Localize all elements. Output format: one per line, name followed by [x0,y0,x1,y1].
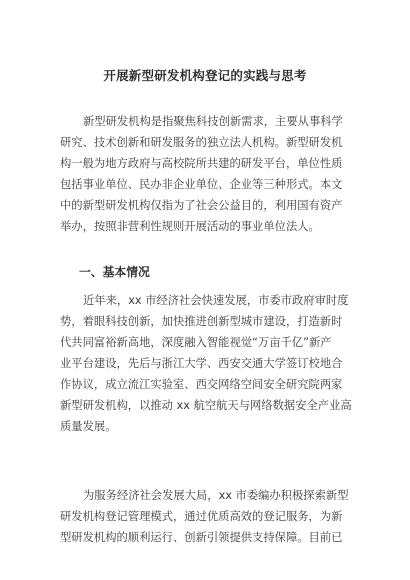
text-line: 代共同富裕新高地，深度融入智能视觉“万亩千亿”新产 [60,336,332,349]
section-heading: 一、基本情况 [79,265,150,279]
text-line: 中的新型研发机构仅指为了社会公益目的，利用国有资产 [60,199,343,212]
text-line: 型研发机构的顺利运行、创新引领提供支持保障。目前已 [60,531,343,544]
intro-paragraph [60,111,360,237]
text-line: 举办，按照非营利性规则开展活动的事业单位法人。 [60,220,320,233]
text-line: 新型研发机构，以推动 xx 航空航天与网络数据安全产业高 [60,399,352,412]
text-line: 构一般为地方政府与高校院所共建的研发平台，单位性质 [60,157,343,170]
text-line: 业平台建设，先后与浙江大学、西安交通大学签订校地合 [60,357,343,370]
text-line: 近年来，xx 市经济社会快速发展，市委市政府审时度 [83,294,349,307]
text-line: 质量发展。 [60,420,117,433]
text-line: 新型研发机构是指聚焦科技创新需求，主要从事科学 [83,115,343,128]
text-line: 研发机构登记管理模式，通过优质高效的登记服务，为新 [60,510,343,523]
section1-paragraph-2 [60,485,360,548]
text-line: 研究、技术创新和研发服务的独立法人机构。新型研发机 [60,136,343,149]
text-line: 为服务经济社会发展大局，xx 市委编办积极探索新型 [83,489,349,502]
text-line: 作协议，成立流江实验室、西交网络空间安全研究院两家 [60,378,343,391]
section1-paragraph-1 [60,290,360,437]
text-line: 势，着眼科技创新，加快推进创新型城市建设，打造新时 [60,315,343,328]
document-title: 开展新型研发机构登记的实践与思考 [103,68,307,83]
text-line: 包括事业单位、民办非企业单位、企业等三种形式。本文 [60,178,343,191]
